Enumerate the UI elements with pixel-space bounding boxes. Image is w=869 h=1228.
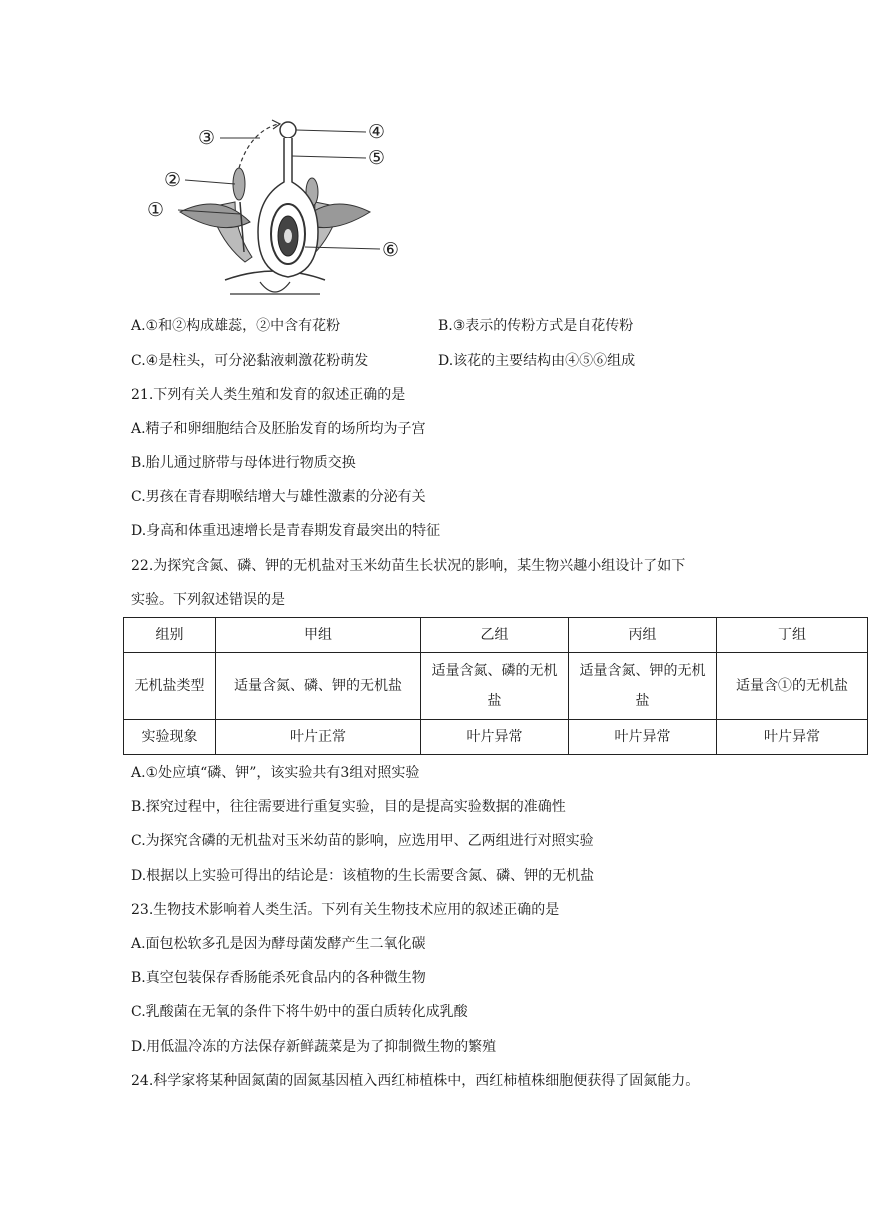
q21-stem: 21.下列有关人类生殖和发育的叙述正确的是 (131, 387, 406, 403)
table-row (124, 653, 868, 720)
table-row (124, 720, 868, 755)
q22-option-b: B.探究过程中，往往需要进行重复实验，目的是提高实验数据的准确性 (131, 799, 566, 815)
table-cell: 叶片正常 (216, 720, 421, 755)
q23-option-a: A.面包松软多孔是因为酵母菌发酵产生二氧化碳 (131, 936, 426, 952)
table-cell: 叶片异常 (569, 720, 717, 755)
q20-option-d: D.该花的主要结构由④⑤⑥组成 (438, 353, 636, 369)
table-cell: 丙组 (569, 618, 717, 653)
table-cell: 实验现象 (124, 720, 216, 755)
table-cell: 适量含①的无机盐 (717, 653, 868, 720)
label-2: ② (164, 169, 182, 191)
q23-stem: 23.生物技术影响着人类生活。下列有关生物技术应用的叙述正确的是 (131, 902, 560, 918)
label-6: ⑥ (382, 239, 400, 261)
table-cell: 适量含氮、磷的无机盐 (421, 653, 569, 720)
table-cell: 适量含氮、磷、钾的无机盐 (216, 653, 421, 720)
q22-option-d: D.根据以上实验可得出的结论是：该植物的生长需要含氮、磷、钾的无机盐 (131, 868, 595, 884)
q21-option-c: C.男孩在青春期喉结增大与雄性激素的分泌有关 (131, 489, 426, 505)
flower-diagram (140, 112, 410, 302)
table-cell: 乙组 (421, 618, 569, 653)
q22-option-c: C.为探究含磷的无机盐对玉米幼苗的影响，应选用甲、乙两组进行对照实验 (131, 833, 594, 849)
q20-option-c: C.④是柱头，可分泌黏液刺激花粉萌发 (131, 353, 369, 369)
q21-option-b: B.胎儿通过脐带与母体进行物质交换 (131, 455, 356, 471)
table-cell: 叶片异常 (421, 720, 569, 755)
table-cell: 丁组 (717, 618, 868, 653)
q21-option-d: D.身高和体重迅速增长是青春期发育最突出的特征 (131, 523, 441, 539)
experiment-table (123, 617, 868, 755)
q20-option-b: B.③表示的传粉方式是自花传粉 (438, 318, 634, 334)
q23-option-d: D.用低温冷冻的方法保存新鲜蔬菜是为了抑制微生物的繁殖 (131, 1039, 497, 1055)
label-1: ① (147, 199, 165, 221)
q22-stem-line2: 实验。下列叙述错误的是 (131, 592, 285, 608)
table-cell: 甲组 (216, 618, 421, 653)
table-cell: 组别 (124, 618, 216, 653)
q22-stem-line1: 22.为探究含氮、磷、钾的无机盐对玉米幼苗生长状况的影响，某生物兴趣小组设计了如下 (131, 558, 686, 574)
table-cell: 叶片异常 (717, 720, 868, 755)
q23-option-b: B.真空包装保存香肠能杀死食品内的各种微生物 (131, 970, 426, 986)
label-5: ⑤ (368, 147, 386, 169)
q21-option-a: A.精子和卵细胞结合及胚胎发育的场所均为子宫 (131, 421, 426, 437)
label-4: ④ (368, 121, 386, 143)
q22-option-a: A.①处应填“磷、钾”，该实验共有3组对照实验 (131, 765, 420, 781)
table-cell: 无机盐类型 (124, 653, 216, 720)
table-cell: 适量含氮、钾的无机盐 (569, 653, 717, 720)
table-row (124, 618, 868, 653)
q23-option-c: C.乳酸菌在无氧的条件下将牛奶中的蛋白质转化成乳酸 (131, 1004, 468, 1020)
q20-option-a: A.①和②构成雄蕊，②中含有花粉 (131, 318, 341, 334)
q24-stem: 24.科学家将某种固氮菌的固氮基因植入西红柿植株中，西红柿植株细胞便获得了固氮能力。 (131, 1073, 700, 1089)
label-3: ③ (198, 127, 216, 149)
